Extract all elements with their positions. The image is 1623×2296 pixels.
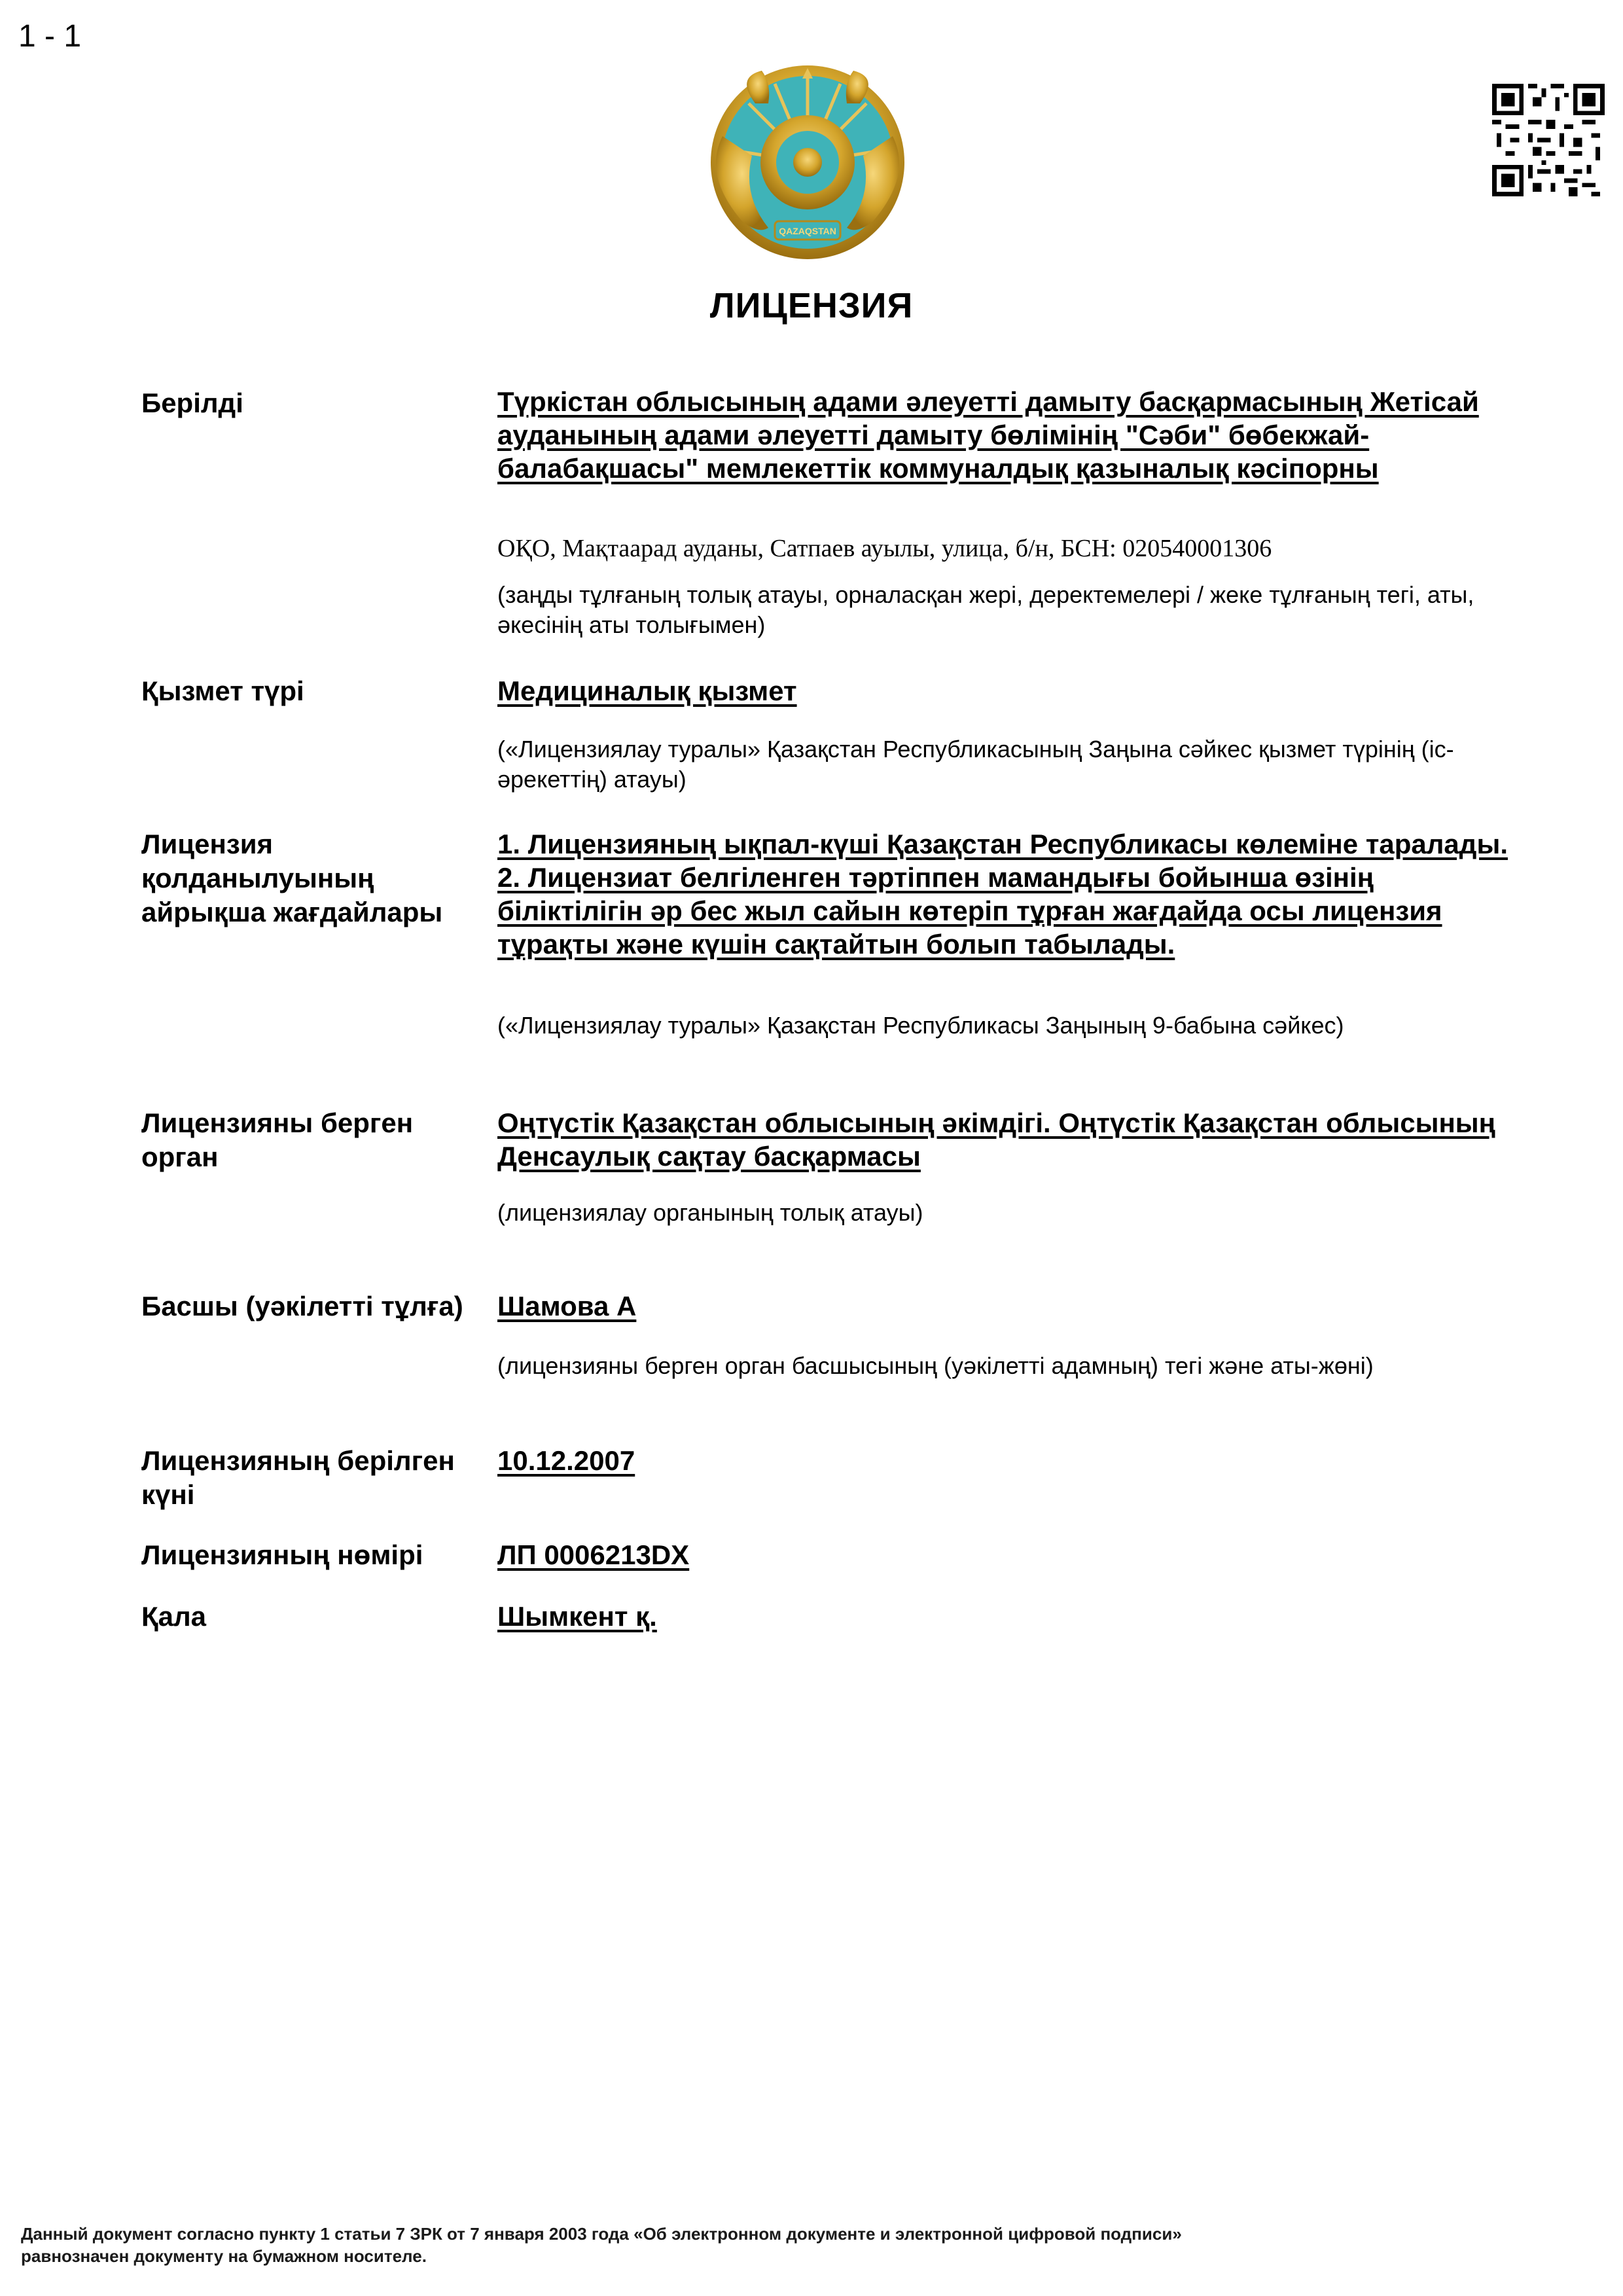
license-number-label: Лицензияның нөмірі — [141, 1539, 423, 1570]
footer-disclaimer — [21, 2223, 1330, 2267]
activity-type-label: Қызмет түрі — [141, 675, 304, 706]
license-number-value: ЛП 0006213DX — [497, 1539, 690, 1570]
activity-type-note: («Лицензиялау туралы» Қазақстан Республикасының Заңына сәйкес қызмет түрінің (іс-әрекеттің) атауы) — [497, 736, 1454, 793]
special-conditions-note: («Лицензиялау туралы» Қазақстан Республикасы Заңының 9-бабына сәйкес) — [497, 1012, 1344, 1039]
issued-to-address: ОҚО, Мақтаарад ауданы, Сатпаев ауылы, улица, б/н, БСН: 020540001306 — [497, 535, 1272, 562]
document-title: ЛИЦЕНЗИЯ — [709, 286, 914, 325]
special-conditions-label: Лицензия қолданылуының айрықша жағдайлары — [141, 829, 443, 927]
kazakhstan-state-emblem-icon — [696, 64, 919, 267]
issuing-authority-value: Оңтүстік Қазақстан облысының әкімдігі. Оңтүстік Қазақстан облысының Денсаулық сақтау басқармасы — [497, 1107, 1496, 1172]
emblem-text: QAZAQSTAN — [779, 226, 836, 236]
footer-line-2: равнозначен документу на бумажном носителе. — [21, 2246, 427, 2266]
issue-date-value: 10.12.2007 — [497, 1445, 635, 1476]
head-note: (лицензияны берген орган басшысының (уәкілетті адамның) тегі және аты-жөні) — [497, 1352, 1374, 1379]
city-value: Шымкент қ. — [497, 1601, 657, 1632]
issue-date-label: Лицензияның берілген күні — [141, 1445, 455, 1510]
page-number: 1 - 1 — [18, 19, 82, 54]
issuing-authority-label: Лицензияны берген орган — [141, 1107, 414, 1172]
issued-to-value: Түркістан облысының адами әлеуетті дамыту басқармасының Жетісай ауданының адами әлеуетті дамыту бөлімінің "Сәби" бөбекжай-балабақшасы" мемлекеттік коммуналдық қазыналық кәсіпорны — [497, 386, 1479, 484]
head-value: Шамова А — [497, 1291, 637, 1321]
issued-to-note: (заңды тұлғаның толық атауы, орналасқан жері, деректемелері / жеке тұлғаның тегі, аты, әкесінің аты толығымен) — [497, 581, 1474, 638]
footer-line-1: Данный документ согласно пункту 1 статьи 7 ЗРК от 7 января 2003 года «Об электронном документе и электронной цифровой подписи» — [21, 2224, 1182, 2244]
qr-code-icon — [1492, 84, 1605, 196]
city-label: Қала — [141, 1601, 207, 1632]
issuing-authority-note: (лицензиялау органының толық атауы) — [497, 1199, 923, 1226]
head-label: Басшы (уәкілетті тұлға) — [141, 1291, 463, 1321]
special-conditions-value: 1. Лицензияның ықпал-күші Қазақстан Республикасы көлеміне таралады. 2. Лицензиат белгіленген тәртіппен мамандығы бойынша өзінің біліктілігін әр бес жыл сайын көтеріп тұрған жағдайда осы лицензия тұрақты және күшін сақтайтын болып табылады. — [497, 829, 1508, 960]
issued-to-label: Берілді — [141, 387, 243, 418]
activity-type-value: Медициналық қызмет — [497, 675, 797, 706]
